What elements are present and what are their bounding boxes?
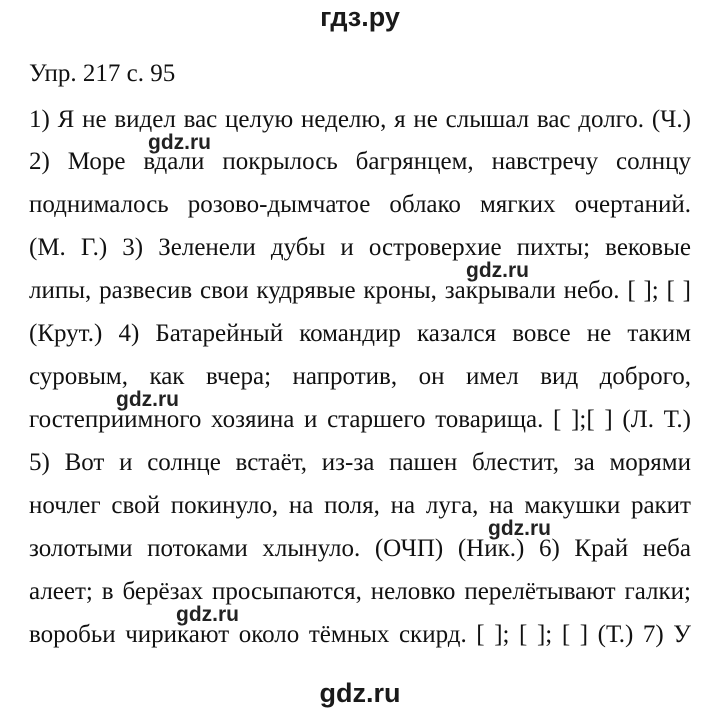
- watermark-4: gdz.ru: [488, 517, 551, 540]
- watermark-2: gdz.ru: [466, 259, 529, 282]
- text-line-9: 5) Вот и солнце встаёт, из-за пашен блестит, за морями: [29, 449, 691, 476]
- exercise-title: Упр. 217 с. 95: [29, 60, 176, 87]
- watermark-1: gdz.ru: [148, 131, 211, 154]
- text-line-12: алеет; в берёзах просыпаются, неловко перелётывают галки;: [29, 578, 691, 605]
- text-line-8: гостеприимного хозяина и старшего товарища. [ ];[ ] (Л. Т.): [29, 406, 691, 433]
- text-line-5: липы, развесив свои кудрявые кроны, закрывали небо. [ ]; [ ]: [29, 277, 691, 304]
- site-header: гдз.ру: [320, 2, 400, 32]
- watermark-5: gdz.ru: [176, 603, 239, 626]
- text-line-2: 2) Море вдали покрылось багрянцем, навстречу солнцу: [29, 148, 691, 175]
- text-line-4: (М. Г.) 3) Зеленели дубы и островерхие пихты; вековые: [29, 234, 691, 261]
- text-line-7: суровым, как вчера; напротив, он имел вид доброго,: [29, 363, 691, 390]
- watermark-3: gdz.ru: [116, 388, 179, 411]
- text-line-6: (Крут.) 4) Батарейный командир казался вовсе не таким: [29, 320, 691, 347]
- site-footer: gdz.ru: [319, 678, 401, 708]
- text-line-13: воробьи чирикают около тёмных скирд. [ ]; [ ]; [ ] (Т.) 7) У: [29, 621, 691, 648]
- text-line-1: 1) Я не видел вас целую неделю, я не слышал вас долго. (Ч.): [29, 106, 691, 133]
- text-line-3: поднималось розово-дымчатое облако мягких очертаний.: [29, 191, 691, 218]
- text-line-11: золотыми потоками хлынуло. (ОЧП) (Ник.) 6) Край неба: [29, 535, 691, 562]
- text-line-10: ночлег свой покинуло, на поля, на луга, на макушки ракит: [29, 492, 691, 519]
